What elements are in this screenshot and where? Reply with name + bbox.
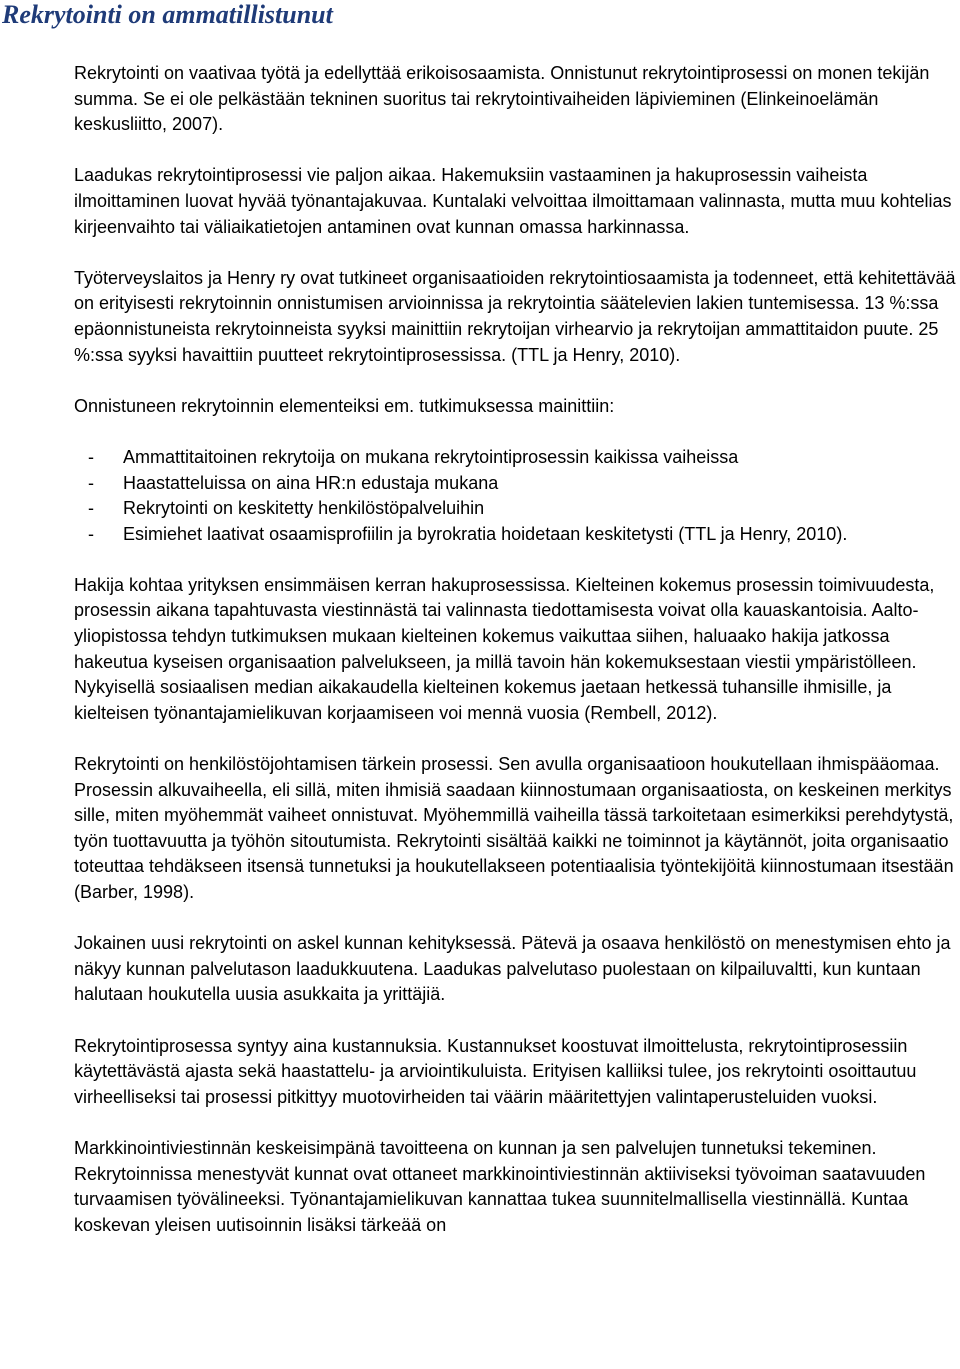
paragraph-marketing: Markkinointiviestinnän keskeisimpänä tavoitteena on kunnan ja sen palvelujen tunnetuksi tekeminen. Rekrytoinnissa menestyvät kunnat ovat ottaneet markkinointiviestinnän aktiiviseksi työvoiman saatavuuden turvaamisen työvälineeksi. Työnantajamielikuvan kannattaa tukea suunnitelmallisella viestinnällä. Kuntaa koskevan yleisen uutisoinnin lisäksi tärkeää on bbox=[74, 1137, 926, 1235]
success-elements-list bbox=[74, 445, 959, 547]
document-title: Rekrytointi on ammatillistunut bbox=[2, 0, 333, 29]
list-item: - Esimiehet laativat osaamisprofiilin ja byrokratia hoidetaan keskitetysti (TTL ja Henry, 2010). bbox=[74, 522, 959, 548]
document-body bbox=[74, 61, 959, 1238]
paragraph-municipality: Jokainen uusi rekrytointi on askel kunnan kehityksessä. Pätevä ja osaava henkilöstö on menestymisen ehto ja näkyy kunnan palvelutason laadukkuutena. Laadukas palvelutaso puolestaan on kilpailuvaltti, kun kuntaan halutaan houkutella uusia asukkaita ja yrittäjiä. bbox=[74, 933, 951, 1005]
paragraph-quality: Laadukas rekrytointiprosessi vie paljon aikaa. Hakemuksiin vastaaminen ja hakuprosessin vaiheista ilmoittaminen luovat hyvää työnantajakuvaa. Kuntalaki velvoittaa ilmoittamaan valinnasta, mutta muu kohtelias kirjeenvaihto tai väliaikatietojen antaminen ovat kunnan omassa harkinnassa. bbox=[74, 165, 952, 237]
list-item: - Ammattitaitoinen rekrytoija on mukana rekrytointiprosessin kaikissa vaiheissa bbox=[74, 445, 959, 471]
paragraph-research: Työterveyslaitos ja Henry ry ovat tutkineet organisaatioiden rekrytointiosaamista ja todenneet, että kehitettävää on erityisesti rekrytoinnin onnistumisen arvioinnissa ja rekrytointia säätelevien lakien tuntemisessa. 13 %:ssa epäonnistuneista rekrytoinneista syyksi mainittiin rekrytoijan virhearvio ja rekrytoijan ammattitaidon puute. 25 %:ssa syyksi havaittiin puutteet rekrytointiprosessissa. (TTL ja Henry, 2010). bbox=[74, 267, 956, 365]
paragraph-costs: Rekrytointiprosessa syntyy aina kustannuksia. Kustannukset koostuvat ilmoittelusta, rekrytointiprosessiin käytettävästä ajasta sekä haastattelu- ja arviointikuluista. Erityisen kalliiksi tulee, jos rekrytointi osoittautuu virheelliseksi tai prosessi pitkittyy muotovirheiden tai väärin määritettyjen valintaperusteluiden vuoksi. bbox=[74, 1035, 917, 1107]
paragraph-intro: Rekrytointi on vaativaa työtä ja edellyttää erikoisosaamista. Onnistunut rekrytointiprosessi on monen tekijän summa. Se ei ole pelkästään tekninen suoritus tai rekrytointivaiheiden läpivieminen (Elinkeinoelämän keskusliitto, 2007). bbox=[74, 63, 930, 135]
paragraph-applicant: Hakija kohtaa yrityksen ensimmäisen kerran hakuprosessissa. Kielteinen kokemus prosessin toimivuudesta, prosessin aikana tapahtuvasta viestinnästä tai valinnasta tiedottamisesta voivat olla kauaskantoisia. Aalto-yliopistossa tehdyn tutkimuksen mukaan kielteinen kokemus vaikuttaa siihen, haluaako hakija jatkossa hakeutua kyseisen organisaation palvelukseen, ja millä tavoin hän kokemuksestaan viestii ympäristölleen. Nykyisellä sosiaalisen median aikakaudella kielteinen kokemus jaetaan hetkessä tuhansille ihmisille, ja kielteisen työnantajamielikuvan korjaamiseen voi mennä vuosia (Rembell, 2012). bbox=[74, 574, 935, 723]
list-item: - Haastatteluissa on aina HR:n edustaja mukana bbox=[74, 471, 959, 497]
list-item: - Rekrytointi on keskitetty henkilöstöpalveluihin bbox=[74, 496, 959, 522]
paragraph-hr-process: Rekrytointi on henkilöstöjohtamisen tärkein prosessi. Sen avulla organisaatioon houkutellaan ihmispääomaa. Prosessin alkuvaiheella, eli sillä, miten ihmisiä saadaan kiinnostumaan organisaatiosta, on keskeinen merkitys sille, miten myöhemmät vaiheet onnistuvat. Myöhemmillä vaiheilla tässä tarkoitetaan esimerkiksi perehdytystä, työn tuottavuutta ja työhön sitoutumista. Rekrytointi sisältää kaikki ne toiminnot ja käytännöt, joita organisaatio toteuttaa tehdäkseen itsensä tunnetuksi ja houkutellakseen potentiaalisia työntekijöitä kiinnostumaan itsestään (Barber, 1998). bbox=[74, 754, 954, 902]
paragraph-list-intro: Onnistuneen rekrytoinnin elementeiksi em. tutkimuksessa mainittiin: bbox=[74, 395, 615, 416]
